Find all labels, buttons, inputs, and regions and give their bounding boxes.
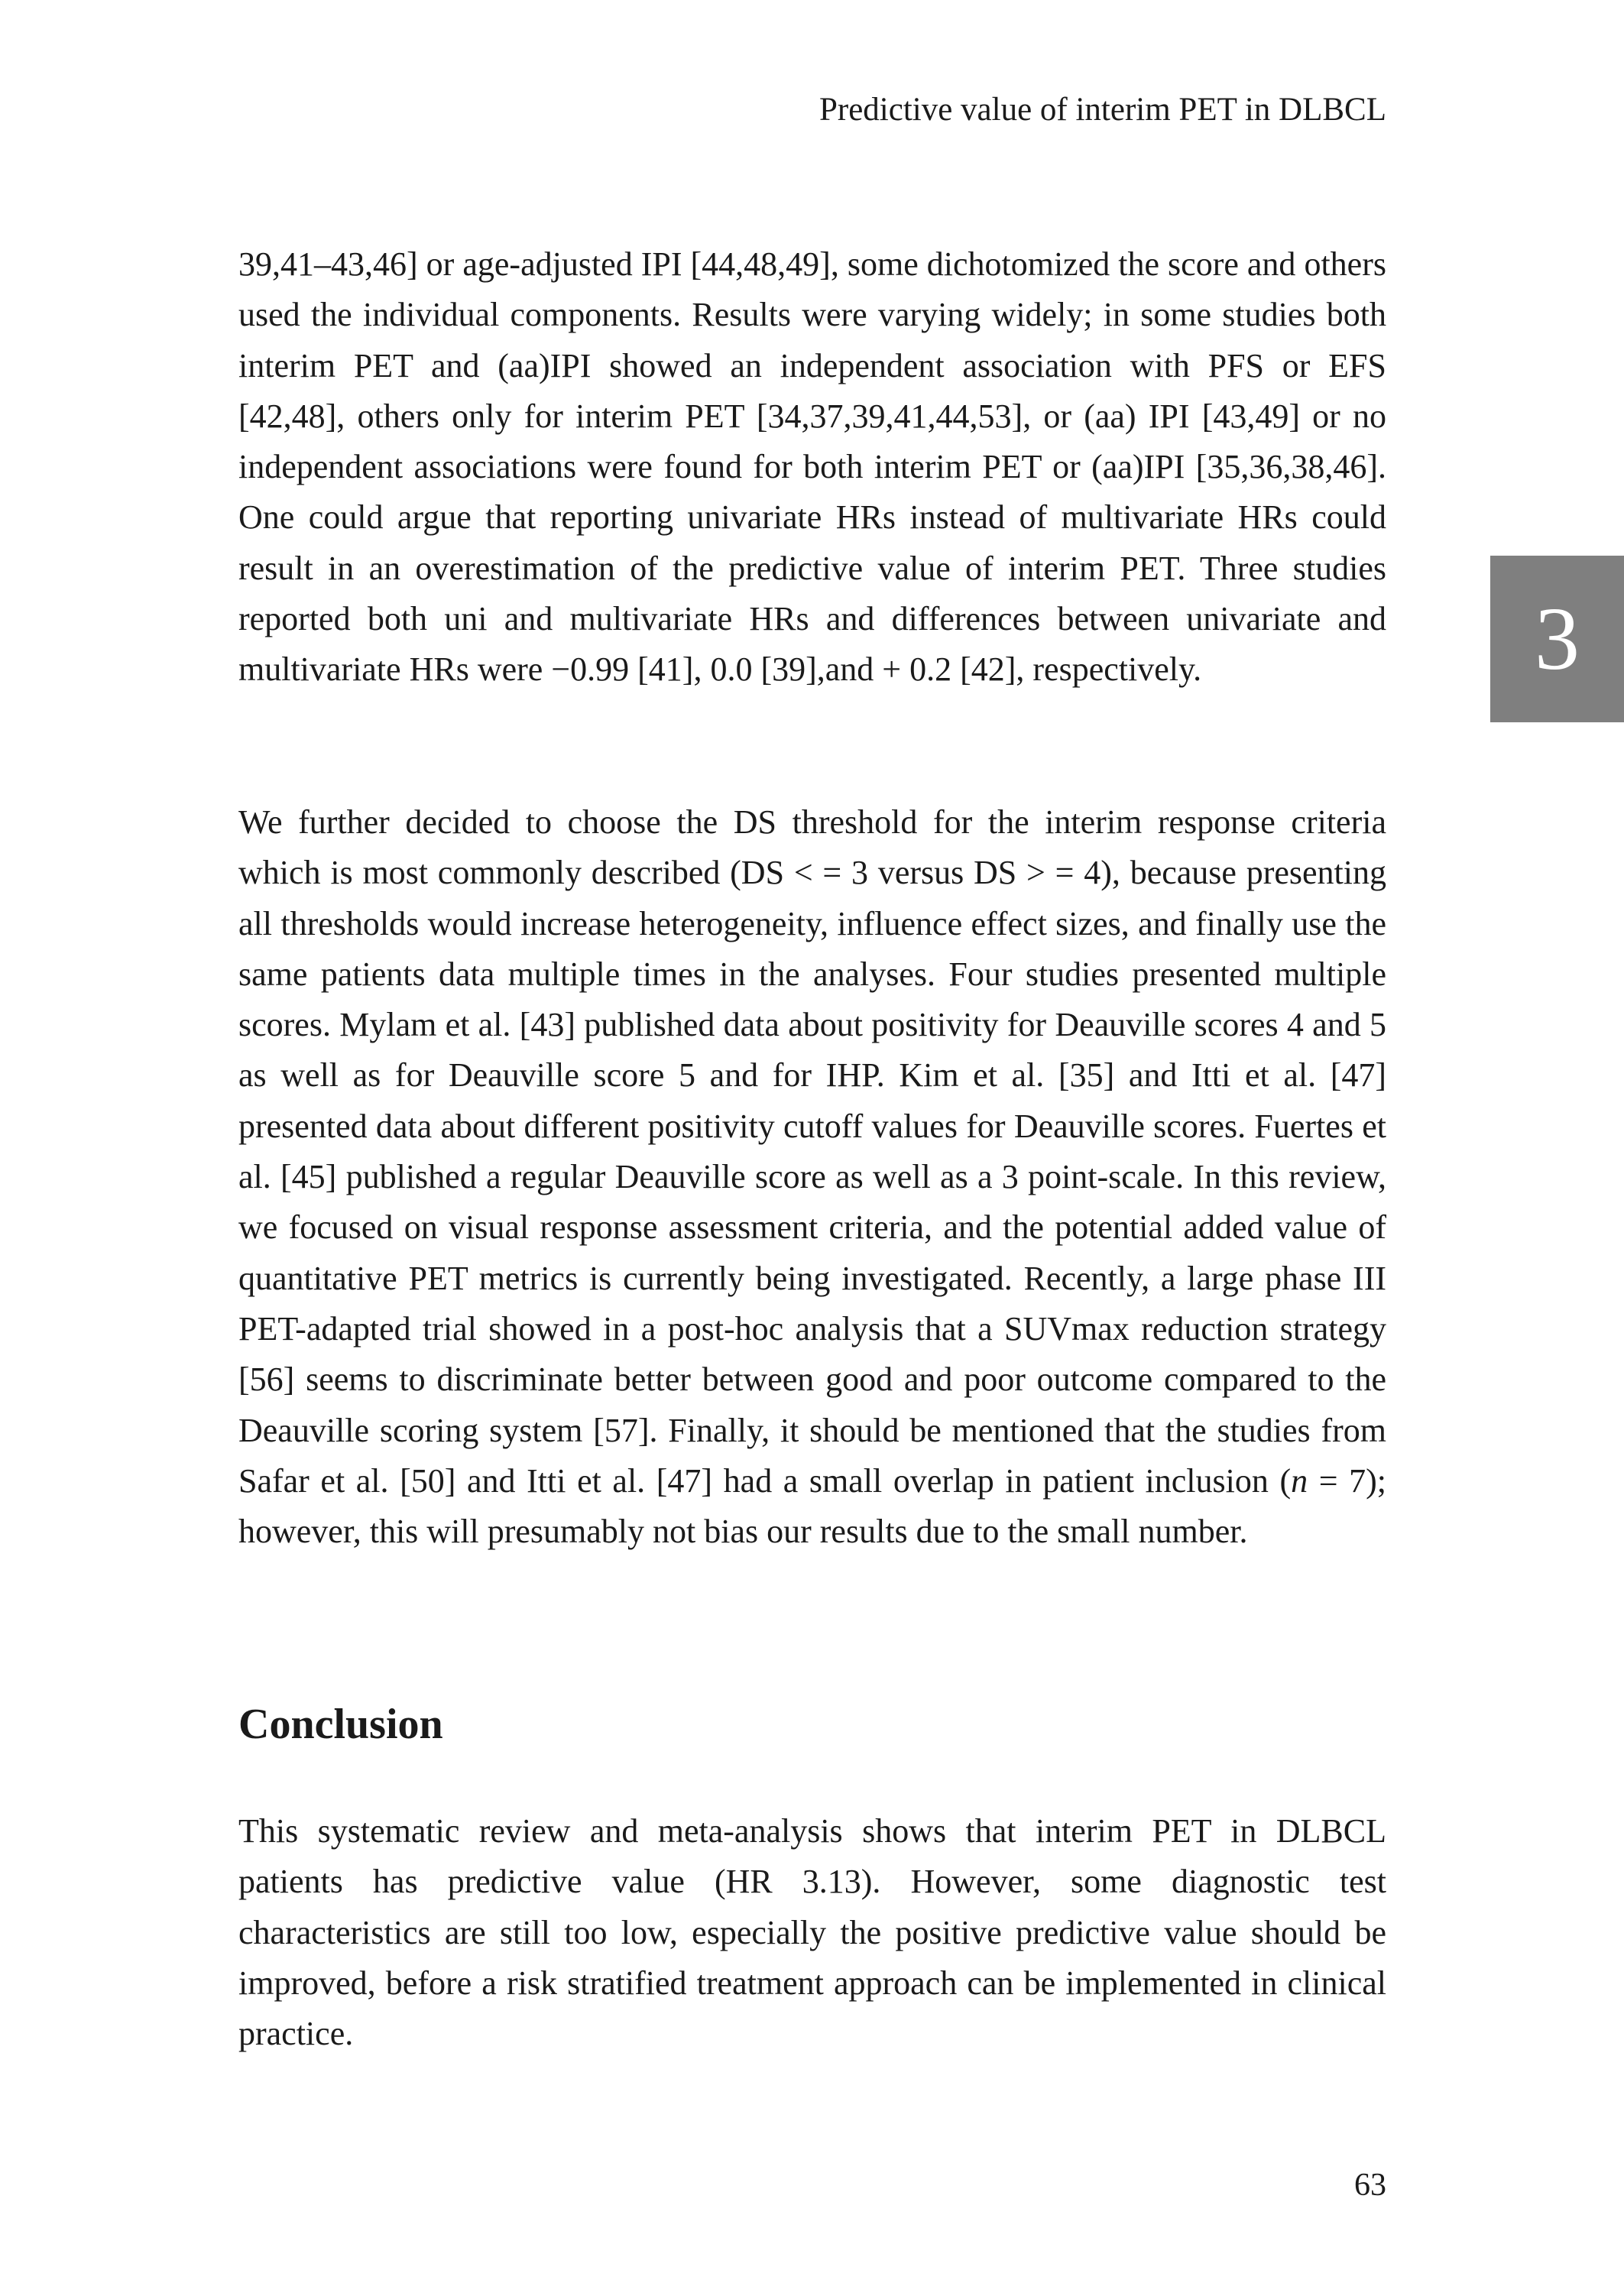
- running-header: Predictive value of interim PET in DLBCL: [818, 92, 1386, 128]
- paragraph-text-end: = 7); however, this will presumably not bias our results due to the small number.: [238, 1461, 1386, 1551]
- paragraph-conclusion: This systematic review and meta-analysis shows that interim PET in DLBCL patients has predictive value (HR 3.13). However, some diagnostic test characteristics are still too low, especially the positive predictive value should be improved, before a risk stratified treatment approach can be implemented in clinical practice.: [238, 1812, 1386, 2053]
- section-heading-conclusion: Conclusion: [238, 1701, 443, 1748]
- italic-n: n: [1291, 1461, 1308, 1500]
- page-number: 63: [1354, 2168, 1386, 2203]
- paragraph-ds-threshold: [238, 797, 1386, 1557]
- chapter-tab: [1490, 556, 1624, 722]
- paragraph-discussion-ipi: 39,41–43,46] or age-adjusted IPI [44,48,49], some dichotomized the score and others used the individual components. Results were varying widely; in some studies both interim PET and (aa)IPI showed an independent association with PFS or EFS [42,48], others only for interim PET [34,37,39,41,44,53], or (aa) IPI [43,49] or no independent associations were found for both interim PET or (aa)IPI [35,36,38,46]. One could argue that reporting univariate HRs instead of multivariate HRs could result in an overestimation of the predictive value of interim PET. Three studies reported both uni and multivariate HRs and differences between univariate and multivariate HRs were −0.99 [41], 0.0 [39],and + 0.2 [42], respectively.: [238, 245, 1386, 689]
- paragraph-text: We further decided to choose the DS threshold for the interim response criteria which is most commonly described (DS < = 3 versus DS > = 4), because presenting all thresholds would increase heterogeneity, influence effect sizes, and finally use the same patients data multiple times in the analyses. Four studies presented multiple scores. Mylam et al. [43] published data about positivity for Deauville scores 4 and 5 as well as for Deauville score 5 and for IHP. Kim et al. [35] and Itti et al. [47] presented data about different positivity cutoff values for Deauville scores. Fuertes et al. [45] published a regular Deauville score as well as a 3 point-scale. In this review, we focused on visual response assessment criteria, and the potential added value of quantitative PET metrics is currently being investigated. Recently, a large phase III PET-adapted trial showed in a post-hoc analysis that a SUVmax reduction strategy [56] seems to discriminate better between good and poor outcome compared to the Deauville scoring system [57]. Finally, it should be mentioned that the studies from Safar et al. [50] and Itti et al. [47] had a small overlap in patient inclusion (: [238, 803, 1386, 1500]
- chapter-number: 3: [1535, 589, 1580, 689]
